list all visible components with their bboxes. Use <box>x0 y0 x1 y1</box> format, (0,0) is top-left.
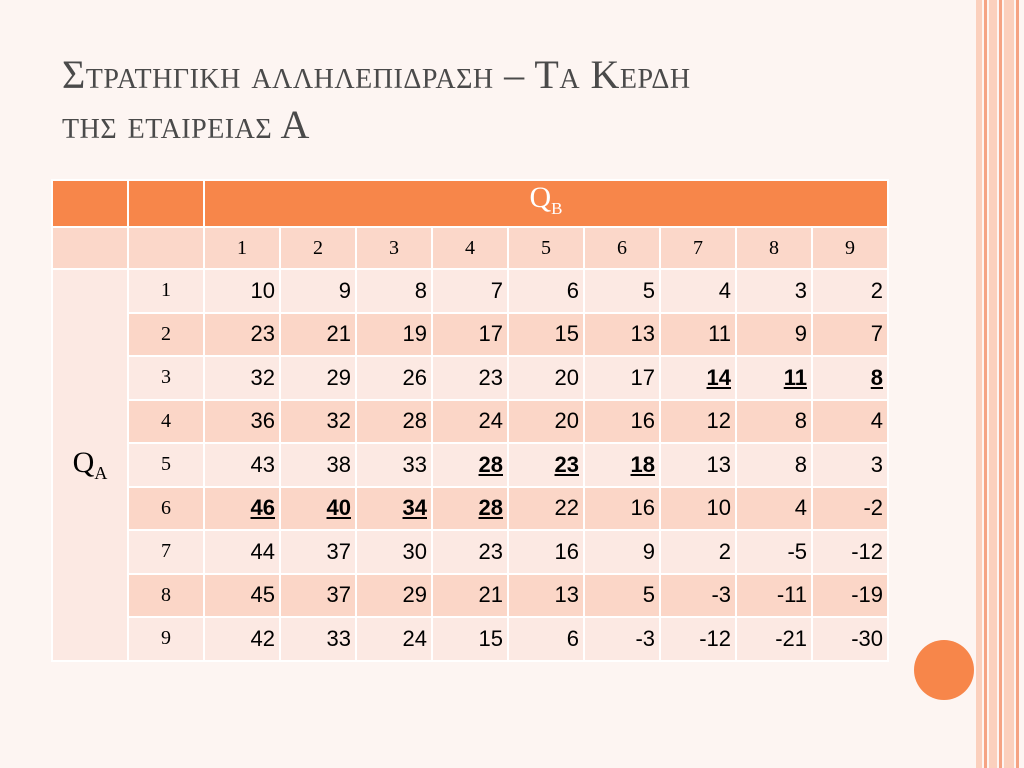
payoff-cell: 23 <box>204 313 280 357</box>
payoff-cell: 26 <box>356 356 432 400</box>
payoff-cell-highlighted: 34 <box>356 487 432 531</box>
payoff-cell: 37 <box>280 530 356 574</box>
payoff-cell: 3 <box>812 443 888 487</box>
payoff-cell: 43 <box>204 443 280 487</box>
payoff-cell: 8 <box>356 269 432 313</box>
decorative-circle <box>914 640 974 700</box>
payoff-cell-highlighted: 28 <box>432 443 508 487</box>
side-stripe <box>984 0 987 768</box>
payoff-cell: 23 <box>432 530 508 574</box>
payoff-cell: -2 <box>812 487 888 531</box>
payoff-cell-highlighted: 11 <box>736 356 812 400</box>
payoff-cell: 30 <box>356 530 432 574</box>
payoff-cell-highlighted: 40 <box>280 487 356 531</box>
row-label: 5 <box>128 443 204 487</box>
payoff-cell-highlighted: 23 <box>508 443 584 487</box>
payoff-cell: 16 <box>584 487 660 531</box>
column-number: 4 <box>432 227 508 269</box>
payoff-cell: 32 <box>280 400 356 444</box>
payoff-cell: 13 <box>508 574 584 618</box>
payoff-cell: 22 <box>508 487 584 531</box>
slide-title-line-2: της εταιρειας Α <box>62 102 310 147</box>
row-label: 7 <box>128 530 204 574</box>
payoff-cell: 12 <box>660 400 736 444</box>
qa-subscript: A <box>94 462 108 483</box>
table-row <box>52 487 888 531</box>
payoff-cell-highlighted: 18 <box>584 443 660 487</box>
payoff-cell: 17 <box>432 313 508 357</box>
payoff-cell: 33 <box>280 617 356 661</box>
payoff-cell: 24 <box>356 617 432 661</box>
side-stripe <box>1004 0 1014 768</box>
payoff-cell-highlighted: 8 <box>812 356 888 400</box>
decorative-side-stripes <box>976 0 1024 768</box>
row-label: 9 <box>128 617 204 661</box>
payoff-table <box>51 179 889 662</box>
payoff-cell: 24 <box>432 400 508 444</box>
payoff-cell: 28 <box>356 400 432 444</box>
row-label: 8 <box>128 574 204 618</box>
payoff-cell: 2 <box>812 269 888 313</box>
slide-title <box>62 50 922 150</box>
table-row <box>52 313 888 357</box>
payoff-cell: -3 <box>660 574 736 618</box>
table-row <box>52 530 888 574</box>
payoff-cell: 4 <box>812 400 888 444</box>
payoff-cell: 6 <box>508 269 584 313</box>
row-label: 1 <box>128 269 204 313</box>
payoff-cell: 44 <box>204 530 280 574</box>
payoff-cell: 20 <box>508 356 584 400</box>
payoff-cell: 29 <box>280 356 356 400</box>
column-numbers-blank <box>128 227 204 269</box>
column-number: 3 <box>356 227 432 269</box>
payoff-cell: 5 <box>584 269 660 313</box>
table-row <box>52 574 888 618</box>
header-corner-cell <box>52 180 128 227</box>
qa-header <box>52 269 128 661</box>
column-numbers-row <box>52 227 888 269</box>
payoff-cell: 6 <box>508 617 584 661</box>
table-row <box>52 356 888 400</box>
table-row <box>52 443 888 487</box>
qb-subscript: B <box>551 199 563 218</box>
table-row <box>52 269 888 313</box>
row-label: 3 <box>128 356 204 400</box>
payoff-cell: 10 <box>204 269 280 313</box>
payoff-cell: 20 <box>508 400 584 444</box>
column-number: 7 <box>660 227 736 269</box>
payoff-cell: 17 <box>584 356 660 400</box>
payoff-cell: 4 <box>736 487 812 531</box>
payoff-cell: 16 <box>584 400 660 444</box>
side-stripe <box>1016 0 1019 768</box>
payoff-cell: 19 <box>356 313 432 357</box>
header-corner-cell <box>128 180 204 227</box>
payoff-cell: -30 <box>812 617 888 661</box>
payoff-cell: 2 <box>660 530 736 574</box>
side-stripe <box>976 0 982 768</box>
payoff-cell: 33 <box>356 443 432 487</box>
column-number: 9 <box>812 227 888 269</box>
table-row <box>52 400 888 444</box>
payoff-cell: -3 <box>584 617 660 661</box>
payoff-cell: 42 <box>204 617 280 661</box>
side-stripe <box>999 0 1002 768</box>
column-number: 6 <box>584 227 660 269</box>
payoff-cell: 9 <box>736 313 812 357</box>
payoff-cell: 23 <box>432 356 508 400</box>
payoff-cell: 38 <box>280 443 356 487</box>
payoff-cell-highlighted: 28 <box>432 487 508 531</box>
qb-label: Q <box>529 181 552 214</box>
payoff-cell: 9 <box>280 269 356 313</box>
payoff-cell: 7 <box>812 313 888 357</box>
payoff-cell: 9 <box>584 530 660 574</box>
payoff-cell: 21 <box>280 313 356 357</box>
payoff-cell: 4 <box>660 269 736 313</box>
payoff-cell: 16 <box>508 530 584 574</box>
row-label: 2 <box>128 313 204 357</box>
payoff-cell: 11 <box>660 313 736 357</box>
column-numbers-blank <box>52 227 128 269</box>
slide-title-line-1: Στρατηγικη αλληλεπιδραση – Τα Κερδη <box>62 52 691 97</box>
payoff-cell: 15 <box>508 313 584 357</box>
qa-label: Q <box>72 445 95 479</box>
column-number: 2 <box>280 227 356 269</box>
payoff-cell: 10 <box>660 487 736 531</box>
column-number: 1 <box>204 227 280 269</box>
payoff-cell: -12 <box>660 617 736 661</box>
payoff-cell: 15 <box>432 617 508 661</box>
payoff-cell: 21 <box>432 574 508 618</box>
payoff-cell: 7 <box>432 269 508 313</box>
payoff-cell: 36 <box>204 400 280 444</box>
payoff-cell: 3 <box>736 269 812 313</box>
payoff-cell: -19 <box>812 574 888 618</box>
payoff-cell: 8 <box>736 400 812 444</box>
payoff-cell: -11 <box>736 574 812 618</box>
payoff-cell: 45 <box>204 574 280 618</box>
payoff-cell: -5 <box>736 530 812 574</box>
row-label: 6 <box>128 487 204 531</box>
table-row <box>52 617 888 661</box>
column-number: 5 <box>508 227 584 269</box>
side-stripe <box>989 0 997 768</box>
column-number: 8 <box>736 227 812 269</box>
payoff-cell: 8 <box>736 443 812 487</box>
payoff-cell: 37 <box>280 574 356 618</box>
payoff-cell: 5 <box>584 574 660 618</box>
table-header-row <box>52 180 888 227</box>
payoff-cell-highlighted: 46 <box>204 487 280 531</box>
row-label: 4 <box>128 400 204 444</box>
payoff-cell-highlighted: 14 <box>660 356 736 400</box>
payoff-cell: -21 <box>736 617 812 661</box>
payoff-cell: 13 <box>584 313 660 357</box>
qb-header <box>204 180 888 227</box>
payoff-cell: 32 <box>204 356 280 400</box>
payoff-cell: 13 <box>660 443 736 487</box>
payoff-cell: 29 <box>356 574 432 618</box>
payoff-cell: -12 <box>812 530 888 574</box>
